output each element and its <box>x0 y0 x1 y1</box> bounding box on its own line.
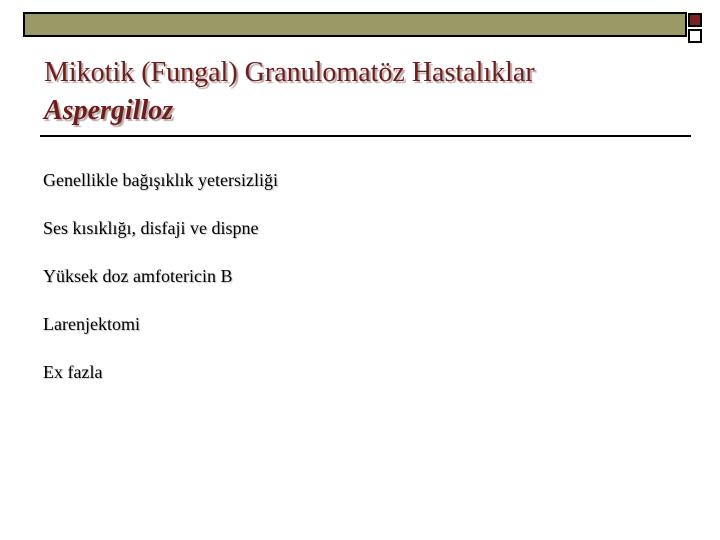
bullet-list <box>43 168 278 408</box>
slide-title: Mikotik (Fungal) Granulomatöz Hastalıklar <box>44 57 535 88</box>
slide-subtitle: Aspergilloz <box>44 95 174 126</box>
bullet-item: Larenjektomi <box>43 314 140 334</box>
bullet-item: Ses kısıklığı, disfaji ve dispne <box>43 218 259 238</box>
bullet-item: Ex fazla <box>43 362 103 382</box>
bullet-item: Yüksek doz amfotericin B <box>43 266 233 286</box>
bullet-item: Genellikle bağışıklık yetersizliği <box>43 170 278 190</box>
decorative-square-filled <box>688 13 702 27</box>
decorative-top-bar <box>23 12 687 37</box>
decorative-square-outline <box>688 29 702 43</box>
title-divider <box>40 135 691 137</box>
